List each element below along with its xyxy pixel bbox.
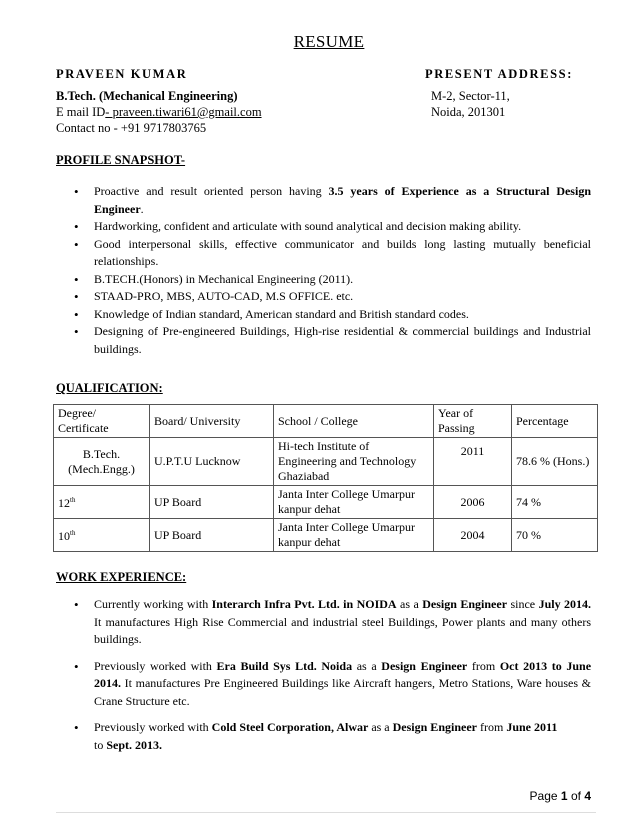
cell-year: 2006	[434, 486, 512, 519]
email-line: E mail ID- praveen.tiwari61@gmail.com	[56, 105, 262, 119]
email-link[interactable]: - praveen.tiwari61@gmail.com	[105, 105, 262, 119]
address-heading: PRESENT ADDRESS:	[425, 67, 573, 81]
work-heading: WORK EXPERIENCE:	[56, 570, 187, 584]
footer-divider	[56, 812, 596, 813]
address-line-1: M-2, Sector-11,	[431, 89, 510, 103]
cell-degree: B.Tech. (Mech.Engg.)	[54, 438, 150, 486]
work-list	[56, 596, 591, 754]
document-title: RESUME	[293, 32, 365, 51]
qualification-heading: QUALIFICATION:	[56, 381, 163, 395]
page-number: Page 1 of 4	[529, 789, 591, 803]
cell-school: Janta Inter College Umarpur kanpur dehat	[274, 486, 434, 519]
profile-list	[56, 183, 591, 358]
header-cell: Year of Passing	[434, 405, 512, 438]
cell-school: Janta Inter College Umarpur kanpur dehat	[274, 519, 434, 552]
profile-item: • Proactive and result oriented person having 3.5 years of Experience as a Structural Design Engineer.	[94, 183, 591, 218]
cell-year: 2011	[434, 438, 512, 486]
work-item: • Previously worked with Era Build Sys Ltd. Noida as a Design Engineer from Oct 2013 to June 2014. It manufactures Pre Engineered Buildings like Aircraft hangers, Metro Stations, Ware houses & Crane Structure etc.	[94, 658, 591, 711]
profile-item: • Good interpersonal skills, effective communicator and builds long lasting mutually beneficial relationships.	[94, 236, 591, 271]
profile-item: • Hardworking, confident and articulate with sound analytical and decision making ability.	[94, 218, 591, 236]
header-cell: School / College	[274, 405, 434, 438]
header-cell: Percentage	[512, 405, 598, 438]
cell-degree: 12th	[54, 486, 150, 519]
work-item: • Previously worked with Cold Steel Corporation, Alwar as a Design Engineer from June 2011 to Sept. 2013.	[94, 719, 591, 754]
table-row	[54, 438, 598, 486]
cell-degree: 10th	[54, 519, 150, 552]
profile-item: • Knowledge of Indian standard, American standard and British standard codes.	[94, 306, 591, 324]
profile-heading: PROFILE SNAPSHOT-	[56, 153, 186, 167]
cell-year: 2004	[434, 519, 512, 552]
cell-percentage: 74 %	[512, 486, 598, 519]
address-line-2: Noida, 201301	[431, 105, 506, 119]
cell-school: Hi-tech Institute of Engineering and Technology Ghaziabad	[274, 438, 434, 486]
qualification-table	[53, 404, 598, 552]
degree-line: B.Tech. (Mechanical Engineering)	[56, 89, 238, 103]
candidate-name: PRAVEEN KUMAR	[56, 67, 188, 81]
table-row	[54, 486, 598, 519]
work-item: • Currently working with Interarch Infra Pvt. Ltd. in NOIDA as a Design Engineer since July 2014. It manufactures High Rise Commercial and industrial steel Buildings, Power plants and many others buildings.	[94, 596, 591, 649]
header-cell: Degree/ Certificate	[54, 405, 150, 438]
table-header-row	[54, 405, 598, 438]
profile-item: • Designing of Pre-engineered Buildings, High-rise residential & commercial buildings and Industrial buildings.	[94, 323, 591, 358]
profile-item: • B.TECH.(Honors) in Mechanical Engineering (2011).	[94, 271, 591, 289]
profile-item: • STAAD-PRO, MBS, AUTO-CAD, M.S OFFICE. etc.	[94, 288, 591, 306]
table-row	[54, 519, 598, 552]
cell-board: UP Board	[150, 486, 274, 519]
cell-board: U.P.T.U Lucknow	[150, 438, 274, 486]
cell-board: UP Board	[150, 519, 274, 552]
cell-percentage: 70 %	[512, 519, 598, 552]
cell-percentage: 78.6 % (Hons.)	[512, 438, 598, 486]
header-cell: Board/ University	[150, 405, 274, 438]
contact-line: Contact no - +91 9717803765	[56, 121, 207, 135]
